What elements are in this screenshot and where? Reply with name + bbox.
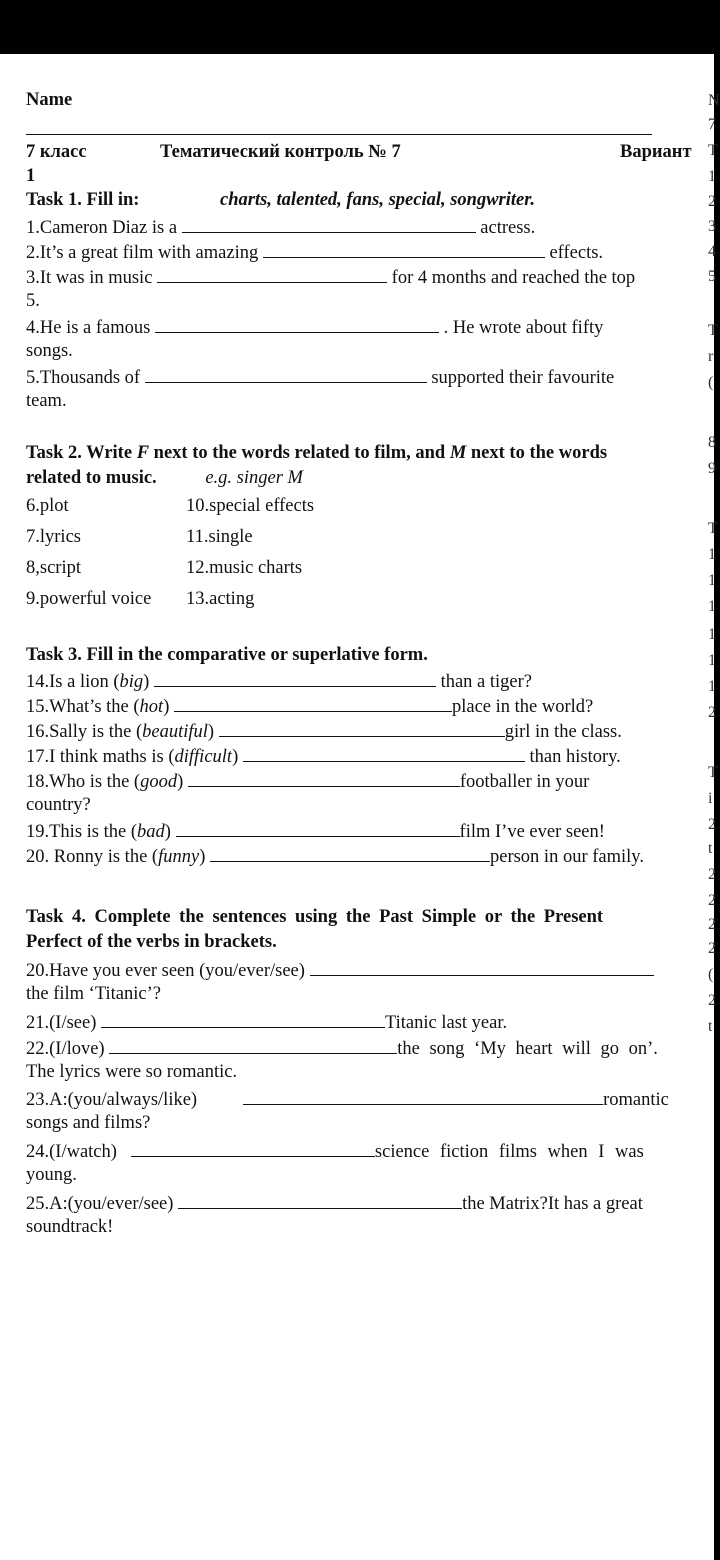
- edge-fragment: N: [708, 92, 720, 109]
- edge-fragment: 1: [708, 652, 716, 669]
- edge-fragment: T: [708, 520, 718, 537]
- answer-blank[interactable]: [188, 768, 460, 787]
- edge-fragment: 2: [708, 816, 716, 833]
- task1-item-2: [26, 239, 603, 265]
- edge-fragment: T: [708, 142, 718, 159]
- task3-item-17: [26, 743, 621, 769]
- item-text: for 4 months and reached the top: [391, 268, 636, 288]
- answer-blank[interactable]: [310, 957, 654, 976]
- task4-item-24: [26, 1138, 644, 1164]
- answer-blank[interactable]: [243, 1086, 603, 1105]
- task3-item-14: [26, 668, 532, 694]
- item-text: ): [207, 722, 215, 742]
- task4-item-23: [26, 1086, 669, 1112]
- task3-item-18-cont: country?: [26, 795, 91, 815]
- answer-blank[interactable]: [131, 1138, 375, 1157]
- edge-fragment: (: [708, 374, 714, 391]
- task2-left-item: 7.lyrics: [26, 527, 81, 547]
- task2-left-item: 9.powerful voice: [26, 589, 152, 609]
- task3-heading: Task 3. Fill in the comparative or superlative form.: [26, 645, 428, 665]
- item-text: the Matrix?It has a great: [462, 1194, 643, 1214]
- adjective: difficult: [174, 747, 233, 767]
- item-text: 19.This is the (: [26, 822, 137, 842]
- task4-item-24-cont: young.: [26, 1165, 77, 1185]
- heading-text: next to the words related to film, and: [153, 443, 446, 463]
- edge-fragment: 1: [708, 168, 716, 185]
- task2-left-item: 8,script: [26, 558, 81, 578]
- answer-blank[interactable]: [178, 1190, 462, 1209]
- task2-heading-line2: [26, 466, 303, 490]
- edge-fragment: 1: [708, 572, 716, 589]
- variant-number: 1: [26, 166, 36, 186]
- task1-item-3-cont: 5.: [26, 291, 40, 311]
- answer-blank[interactable]: [263, 239, 545, 258]
- item-text: place in the world?: [451, 697, 594, 717]
- edge-fragment: 2: [708, 704, 716, 721]
- edge-fragment: T: [708, 764, 718, 781]
- task2-right-item: 12.music charts: [186, 558, 303, 578]
- item-text: Titanic last year.: [385, 1013, 508, 1033]
- item-text: supported their favourite: [431, 368, 615, 388]
- task4-item-23-cont: songs and films?: [26, 1113, 151, 1133]
- task1-heading: Task 1. Fill in:: [26, 190, 140, 210]
- edge-fragment: T: [708, 322, 718, 339]
- edge-fragment: 3: [708, 218, 716, 235]
- task3-item-15: [26, 693, 593, 719]
- task4-item-20-cont: the film ‘Titanic’?: [26, 984, 161, 1004]
- task2-right-item: 10.special effects: [186, 496, 315, 516]
- item-text: 17.I think maths is (: [26, 747, 175, 767]
- item-text: 5.Thousands of: [26, 368, 141, 388]
- item-text: person in our family.: [489, 847, 644, 867]
- edge-fragment: i: [708, 790, 713, 807]
- task1-item-4: [26, 314, 603, 340]
- letter-m: M: [449, 443, 467, 463]
- item-text: than a tiger?: [440, 672, 533, 692]
- class-label: 7 класс: [26, 142, 87, 162]
- task4-heading-line1: Task 4. Complete the sentences using the Past Simple or the Present: [26, 907, 604, 927]
- item-text: 24.(I/watch): [26, 1142, 117, 1162]
- edge-fragment: 1: [708, 546, 716, 563]
- task3-item-18: [26, 768, 589, 794]
- task4-item-21: [26, 1009, 507, 1035]
- worksheet-page: [0, 54, 720, 1560]
- item-text: 14.Is a lion (: [26, 672, 120, 692]
- answer-blank[interactable]: [145, 364, 427, 383]
- task2-left-item: 6.plot: [26, 496, 69, 516]
- item-text: ): [143, 672, 150, 692]
- edge-fragment: t: [708, 1018, 713, 1035]
- item-text: actress.: [480, 218, 536, 238]
- item-text: 25.A:(you/ever/see): [26, 1194, 174, 1214]
- edge-fragment: (: [708, 966, 714, 983]
- adjective: beautiful: [142, 722, 208, 742]
- item-text: 18.Who is the (: [26, 772, 141, 792]
- item-text: 20. Ronny is the (: [26, 847, 159, 867]
- variant-label: Вариант: [620, 142, 692, 162]
- answer-blank[interactable]: [210, 843, 490, 862]
- adjective: hot: [139, 697, 164, 717]
- edge-fragment: 2: [708, 892, 716, 909]
- task1-item-5-cont: team.: [26, 391, 67, 411]
- item-text: 3.It was in music: [26, 268, 153, 288]
- task4-item-25: [26, 1190, 643, 1216]
- task2-right-item: 11.single: [186, 527, 253, 547]
- heading-text: Task 2. Write: [26, 443, 133, 463]
- adjective: good: [140, 772, 178, 792]
- answer-blank[interactable]: [157, 264, 387, 283]
- item-text: girl in the class.: [504, 722, 622, 742]
- edge-fragment: 2: [708, 193, 716, 210]
- item-text: 16.Sally is the (: [26, 722, 143, 742]
- task2-right-item: 13.acting: [186, 589, 255, 609]
- item-text: science fiction films when I was: [374, 1142, 644, 1162]
- edge-fragment: 2: [708, 866, 716, 883]
- edge-fragment: 5: [708, 268, 716, 285]
- edge-fragment: 9: [708, 460, 716, 477]
- item-text: 4.He is a famous: [26, 318, 151, 338]
- top-black-bar: [0, 0, 720, 54]
- task1-word-bank: charts, talented, fans, special, songwriter.: [220, 190, 536, 210]
- task3-item-19: [26, 818, 605, 844]
- answer-blank[interactable]: [109, 1035, 397, 1054]
- edge-fragment: t: [708, 840, 713, 857]
- task2-heading: [26, 441, 607, 465]
- answer-blank[interactable]: [101, 1009, 385, 1028]
- item-text: ): [232, 747, 239, 767]
- item-text: 15.What’s the (: [26, 697, 140, 717]
- test-title: Тематический контроль № 7: [160, 142, 401, 162]
- task1-item-1: [26, 214, 535, 240]
- answer-blank[interactable]: [154, 668, 436, 687]
- answer-blank[interactable]: [219, 718, 505, 737]
- item-text: 23.A:(you/always/like): [26, 1090, 198, 1110]
- edge-fragment: 4: [708, 243, 716, 260]
- answer-blank[interactable]: [155, 314, 439, 333]
- item-text: ): [177, 772, 184, 792]
- item-text: 20.Have you ever seen (you/ever/see): [26, 961, 305, 981]
- item-text: ): [163, 697, 170, 717]
- item-text: ): [164, 822, 171, 842]
- item-text: 1.Cameron Diaz is a: [26, 218, 178, 238]
- task1-item-3: [26, 264, 635, 290]
- item-text: than history.: [529, 747, 621, 767]
- task3-item-16: [26, 718, 622, 744]
- answer-blank[interactable]: [176, 818, 460, 837]
- item-text: footballer in your: [459, 772, 590, 792]
- item-text: film I’ve ever seen!: [459, 822, 605, 842]
- adjective: funny: [158, 847, 200, 867]
- item-text: 2.It’s a great film with amazing: [26, 243, 259, 263]
- edge-fragment: 7: [708, 116, 716, 133]
- heading-text: related to music.: [26, 468, 157, 488]
- adjective: bad: [137, 822, 165, 842]
- task4-heading-line2: Perfect of the verbs in brackets.: [26, 932, 277, 952]
- item-text: 22.(I/love): [26, 1039, 105, 1059]
- heading-text: next to the words: [470, 443, 608, 463]
- edge-fragment: 2: [708, 940, 716, 957]
- edge-fragment: 8: [708, 434, 716, 451]
- task1-item-5: [26, 364, 614, 390]
- edge-fragment: r: [708, 348, 714, 365]
- name-label: Name: [26, 90, 73, 110]
- task4-item-22: [26, 1035, 658, 1061]
- letter-f: F: [136, 443, 150, 463]
- edge-fragment: 1: [708, 626, 716, 643]
- item-text: 21.(I/see): [26, 1013, 97, 1033]
- answer-blank[interactable]: [182, 214, 476, 233]
- answer-blank[interactable]: [243, 743, 525, 762]
- edge-fragment: 1: [708, 678, 716, 695]
- task1-item-4-cont: songs.: [26, 341, 73, 361]
- answer-blank[interactable]: [174, 693, 452, 712]
- item-text: . He wrote about fifty: [443, 318, 604, 338]
- task4-item-22-cont: The lyrics were so romantic.: [26, 1062, 238, 1082]
- edge-fragment: 1: [708, 598, 716, 615]
- item-text: romantic: [603, 1090, 669, 1110]
- example-text: e.g. singer M: [205, 468, 303, 488]
- edge-fragment: 2: [708, 916, 716, 933]
- adjective: big: [119, 672, 144, 692]
- item-text: the song ‘My heart will go on’.: [397, 1039, 658, 1059]
- task4-item-20: [26, 957, 654, 983]
- edge-fragment: 2: [708, 992, 716, 1009]
- item-text: ): [199, 847, 206, 867]
- task3-item-20: [26, 843, 644, 869]
- item-text: effects.: [549, 243, 604, 263]
- name-underline: [26, 134, 652, 135]
- task4-item-25-cont: soundtrack!: [26, 1217, 114, 1237]
